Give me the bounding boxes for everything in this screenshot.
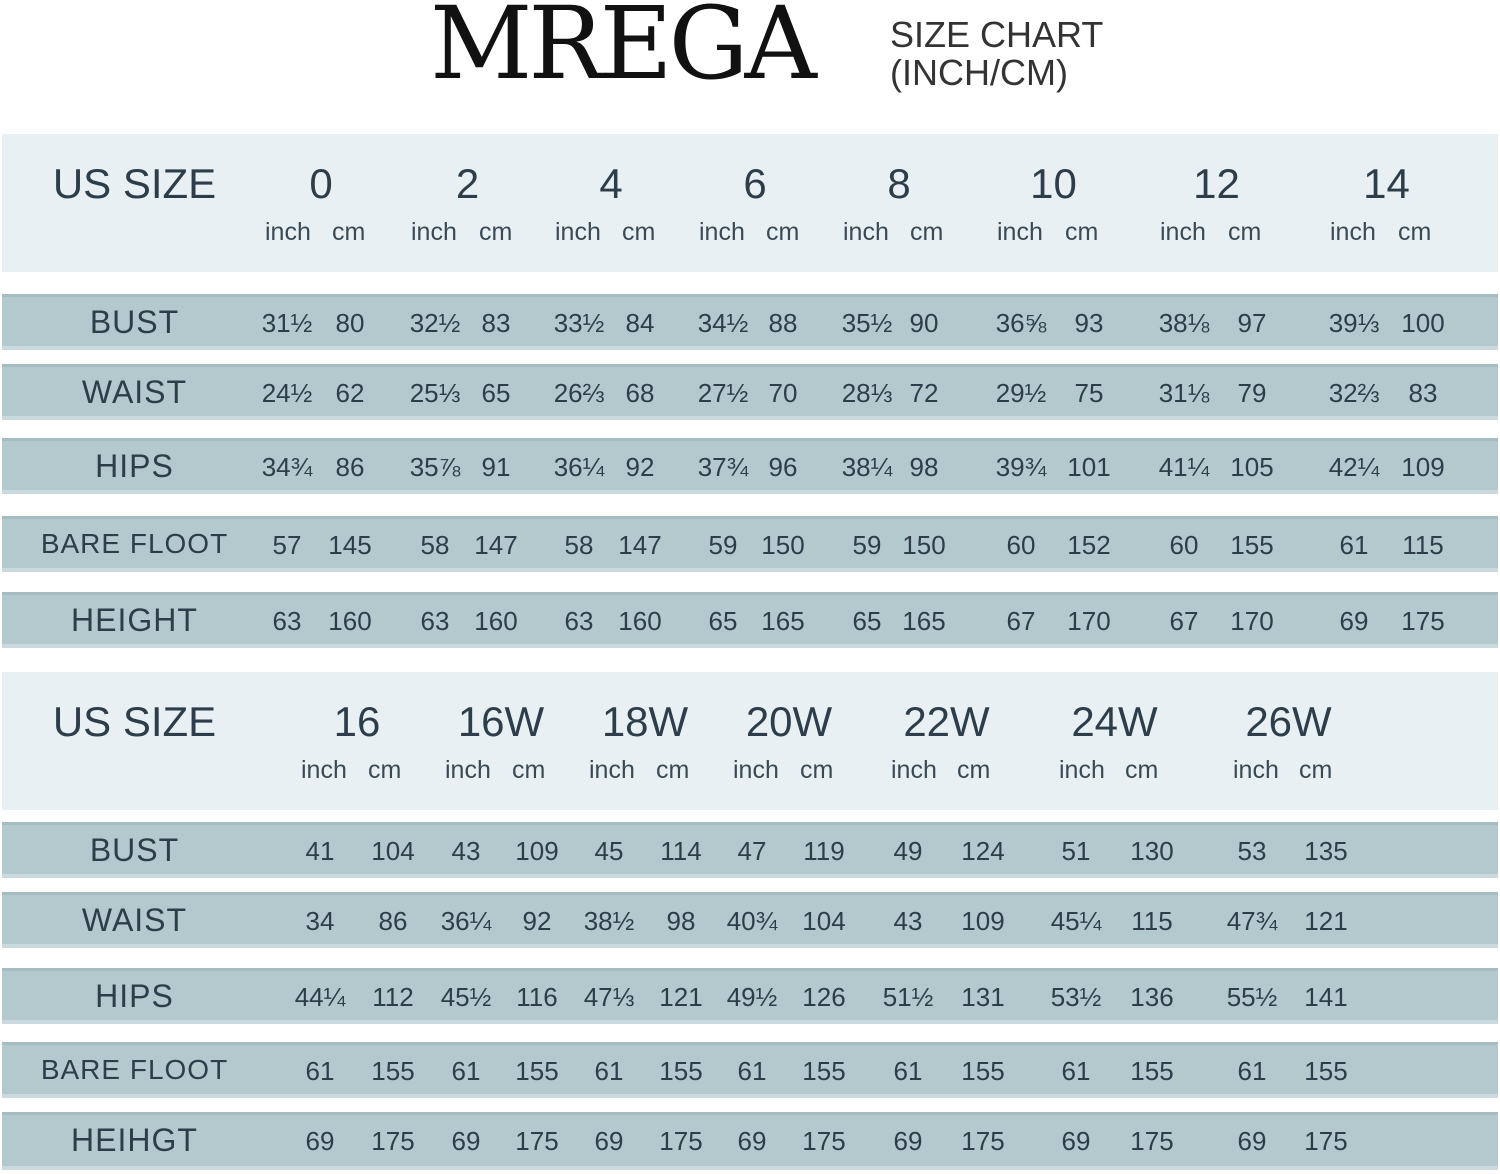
size-heading: 16W: [457, 698, 545, 745]
size-heading: 20W: [745, 698, 833, 745]
inch-value: 61: [305, 1056, 335, 1086]
inch-value: 34: [305, 906, 335, 936]
inch-value: 42¼: [1328, 452, 1380, 482]
cm-value: 170: [1230, 606, 1274, 636]
unit-inch-label: inch: [555, 218, 601, 246]
size-heading: 26W: [1245, 698, 1332, 745]
measurement-label: HIPS: [95, 978, 174, 1014]
inch-value: 45: [594, 836, 624, 866]
cm-value: 131: [961, 982, 1005, 1012]
measurement-label: HIPS: [95, 448, 174, 484]
cm-value: 114: [660, 836, 702, 866]
cm-value: 91: [481, 452, 511, 482]
inch-value: 53½: [1050, 982, 1102, 1012]
cm-value: 165: [902, 606, 946, 636]
inch-value: 61: [1061, 1056, 1091, 1086]
table1-row-hips: [2, 438, 1498, 494]
inch-value: 41: [305, 836, 335, 866]
cm-value: 79: [1237, 378, 1267, 408]
unit-cm-label: cm: [1398, 218, 1432, 246]
inch-value: 37¾: [697, 452, 749, 482]
cm-value: 175: [659, 1126, 703, 1156]
unit-cm-label: cm: [800, 756, 834, 784]
cm-value: 165: [761, 606, 805, 636]
unit-cm-label: cm: [1228, 218, 1262, 246]
cm-value: 150: [761, 530, 805, 560]
cm-value: 155: [961, 1056, 1005, 1086]
cm-value: 155: [659, 1056, 703, 1086]
us-size-label: US SIZE: [52, 698, 217, 745]
inch-value: 44¼: [294, 982, 346, 1012]
inch-value: 32⅔: [1328, 378, 1380, 408]
inch-value: 58: [420, 530, 450, 560]
table2-row-heihgt: [2, 1112, 1498, 1170]
cm-value: 121: [659, 982, 703, 1012]
measurement-label: BUST: [89, 832, 180, 868]
unit-inch-label: inch: [589, 756, 635, 784]
measurement-label: BUST: [89, 304, 180, 340]
inch-value: 61: [451, 1056, 481, 1086]
cm-value: 175: [371, 1126, 415, 1156]
unit-cm-label: cm: [766, 218, 800, 246]
inch-value: 35½: [841, 308, 893, 338]
inch-value: 61: [737, 1056, 767, 1086]
size-heading: 8: [887, 160, 911, 207]
inch-value: 31⅛: [1158, 378, 1210, 408]
inch-value: 35⅞: [409, 452, 461, 482]
cm-value: 98: [909, 452, 939, 482]
unit-cm-label: cm: [622, 218, 656, 246]
cm-value: 175: [515, 1126, 559, 1156]
table2-row-waist: [2, 892, 1498, 948]
cm-value: 84: [625, 308, 655, 338]
cm-value: 98: [666, 906, 696, 936]
table1-row-bare-floot: [2, 516, 1498, 572]
cm-value: 135: [1304, 836, 1348, 866]
inch-value: 45¼: [1050, 906, 1102, 936]
inch-value: 67: [1169, 606, 1199, 636]
cm-value: 96: [768, 452, 798, 482]
cm-value: 136: [1130, 982, 1174, 1012]
inch-value: 39⅓: [1328, 308, 1380, 338]
cm-value: 175: [961, 1126, 1005, 1156]
table1-row-bust: [2, 294, 1498, 350]
inch-value: 41¼: [1158, 452, 1210, 482]
unit-inch-label: inch: [1059, 756, 1105, 784]
inch-value: 38¼: [841, 452, 893, 482]
inch-value: 60: [1169, 530, 1199, 560]
cm-value: 160: [328, 606, 372, 636]
unit-inch-label: inch: [445, 756, 491, 784]
inch-value: 49½: [726, 982, 778, 1012]
inch-value: 24½: [261, 378, 313, 408]
inch-value: 36⅝: [995, 308, 1047, 338]
cm-value: 116: [516, 982, 558, 1012]
unit-cm-label: cm: [957, 756, 991, 784]
unit-inch-label: inch: [301, 756, 347, 784]
cm-value: 104: [371, 836, 415, 866]
cm-value: 109: [961, 906, 1005, 936]
inch-value: 49: [893, 836, 923, 866]
cm-value: 145: [328, 530, 372, 560]
unit-cm-label: cm: [656, 756, 690, 784]
inch-value: 26⅔: [553, 378, 605, 408]
inch-value: 34¾: [261, 452, 313, 482]
measurement-label: WAIST: [81, 902, 188, 938]
size-heading: 24W: [1071, 698, 1158, 745]
inch-value: 38½: [583, 906, 635, 936]
table2-row-bust: [2, 822, 1498, 878]
cm-value: 170: [1067, 606, 1111, 636]
cm-value: 175: [1304, 1126, 1348, 1156]
unit-inch-label: inch: [265, 218, 311, 246]
cm-value: 101: [1067, 452, 1111, 482]
cm-value: 119: [803, 836, 845, 866]
inch-value: 63: [564, 606, 594, 636]
cm-value: 155: [515, 1056, 559, 1086]
cm-value: 155: [1230, 530, 1274, 560]
table1-header: [2, 134, 1498, 272]
inch-value: 59: [708, 530, 738, 560]
size-heading: 2: [455, 160, 480, 207]
size-heading: 18W: [601, 698, 689, 745]
inch-value: 61: [893, 1056, 923, 1086]
cm-value: 75: [1074, 378, 1104, 408]
cm-value: 147: [474, 530, 518, 560]
cm-value: 104: [802, 906, 846, 936]
size-heading: 14: [1363, 160, 1410, 207]
inch-value: 55½: [1226, 982, 1278, 1012]
unit-cm-label: cm: [368, 756, 402, 784]
inch-value: 61: [594, 1056, 624, 1086]
cm-value: 155: [1304, 1056, 1348, 1086]
cm-value: 160: [618, 606, 662, 636]
table2-row-bare-floot: [2, 1042, 1498, 1098]
inch-value: 57: [272, 530, 302, 560]
cm-value: 80: [335, 308, 365, 338]
cm-value: 109: [1401, 452, 1445, 482]
unit-inch-label: inch: [891, 756, 937, 784]
cm-value: 90: [909, 308, 939, 338]
size-heading: 4: [599, 160, 623, 207]
inch-value: 45½: [440, 982, 492, 1012]
cm-value: 130: [1130, 836, 1174, 866]
unit-cm-label: cm: [332, 218, 366, 246]
unit-inch-label: inch: [699, 218, 745, 246]
inch-value: 47: [737, 836, 767, 866]
size-heading: 10: [1030, 160, 1077, 207]
inch-value: 63: [272, 606, 302, 636]
inch-value: 31½: [261, 308, 313, 338]
unit-cm-label: cm: [479, 218, 513, 246]
inch-value: 47¾: [1226, 906, 1278, 936]
measurement-label: HEIGHT: [71, 602, 198, 638]
cm-value: 160: [474, 606, 518, 636]
cm-value: 175: [802, 1126, 846, 1156]
inch-value: 61: [1237, 1056, 1267, 1086]
inch-value: 34½: [697, 308, 749, 338]
inch-value: 32½: [409, 308, 461, 338]
cm-value: 97: [1237, 308, 1267, 338]
size-heading: 16: [333, 698, 381, 745]
inch-value: 43: [893, 906, 923, 936]
unit-inch-label: inch: [1160, 218, 1206, 246]
unit-inch-label: inch: [997, 218, 1043, 246]
cm-value: 124: [961, 836, 1005, 866]
cm-value: 70: [768, 378, 798, 408]
cm-value: 112: [372, 982, 414, 1012]
table1-row-waist: [2, 364, 1498, 420]
inch-value: 60: [1006, 530, 1036, 560]
inch-value: 69: [1339, 606, 1369, 636]
inch-value: 33½: [553, 308, 605, 338]
cm-value: 86: [378, 906, 408, 936]
cm-value: 83: [1408, 378, 1438, 408]
unit-cm-label: cm: [1299, 756, 1333, 784]
subtitle-line-2: (INCH/CM): [890, 52, 1068, 93]
unit-cm-label: cm: [512, 756, 546, 784]
cm-value: 100: [1401, 308, 1445, 338]
measurement-label: BARE FLOOT: [40, 528, 229, 559]
us-size-label: US SIZE: [52, 160, 217, 207]
cm-value: 92: [522, 906, 552, 936]
cm-value: 86: [335, 452, 365, 482]
cm-value: 92: [625, 452, 655, 482]
cm-value: 72: [909, 378, 939, 408]
cm-value: 121: [1304, 906, 1348, 936]
cm-value: 88: [768, 308, 798, 338]
brand-logo: MREGA: [430, 0, 813, 102]
inch-value: 51½: [882, 982, 934, 1012]
cm-value: 115: [1131, 906, 1173, 936]
cm-value: 155: [802, 1056, 846, 1086]
cm-value: 83: [481, 308, 511, 338]
measurement-label: BARE FLOOT: [40, 1054, 229, 1085]
inch-value: 65: [852, 606, 882, 636]
unit-inch-label: inch: [1330, 218, 1376, 246]
inch-value: 28⅓: [841, 378, 893, 408]
inch-value: 38⅛: [1158, 308, 1210, 338]
inch-value: 65: [708, 606, 738, 636]
inch-value: 25⅓: [409, 378, 461, 408]
unit-inch-label: inch: [1233, 756, 1279, 784]
cm-value: 150: [902, 530, 946, 560]
size-heading: 22W: [903, 698, 990, 745]
subtitle-line-1: SIZE CHART: [890, 14, 1104, 55]
inch-value: 69: [737, 1126, 767, 1156]
unit-inch-label: inch: [411, 218, 457, 246]
inch-value: 67: [1006, 606, 1036, 636]
unit-inch-label: inch: [843, 218, 889, 246]
cm-value: 68: [625, 378, 655, 408]
cm-value: 147: [618, 530, 662, 560]
chart-subtitle: [890, 16, 1103, 92]
inch-value: 29½: [995, 378, 1047, 408]
unit-cm-label: cm: [1125, 756, 1159, 784]
inch-value: 36¼: [440, 906, 492, 936]
inch-value: 36¼: [553, 452, 605, 482]
cm-value: 175: [1130, 1126, 1174, 1156]
measurement-label: WAIST: [81, 374, 188, 410]
cm-value: 152: [1067, 530, 1111, 560]
cm-value: 115: [1402, 530, 1444, 560]
inch-value: 53: [1237, 836, 1267, 866]
inch-value: 69: [305, 1126, 335, 1156]
inch-value: 40¾: [726, 906, 778, 936]
size-heading: 12: [1193, 160, 1240, 207]
inch-value: 61: [1339, 530, 1369, 560]
size-heading: 0: [309, 160, 333, 207]
inch-value: 69: [1237, 1126, 1267, 1156]
inch-value: 69: [893, 1126, 923, 1156]
cm-value: 141: [1304, 982, 1348, 1012]
cm-value: 65: [481, 378, 511, 408]
table2-header: [2, 672, 1498, 810]
inch-value: 58: [564, 530, 594, 560]
cm-value: 155: [371, 1056, 415, 1086]
cm-value: 62: [335, 378, 365, 408]
cm-value: 109: [515, 836, 559, 866]
inch-value: 43: [451, 836, 481, 866]
inch-value: 63: [420, 606, 450, 636]
unit-cm-label: cm: [1065, 218, 1099, 246]
inch-value: 39¾: [995, 452, 1047, 482]
inch-value: 69: [594, 1126, 624, 1156]
cm-value: 175: [1401, 606, 1445, 636]
unit-inch-label: inch: [733, 756, 779, 784]
size-heading: 6: [743, 160, 767, 207]
inch-value: 51: [1061, 836, 1091, 866]
cm-value: 155: [1130, 1056, 1174, 1086]
inch-value: 47⅓: [583, 982, 635, 1012]
table1-row-height: [2, 592, 1498, 648]
inch-value: 69: [451, 1126, 481, 1156]
inch-value: 59: [852, 530, 882, 560]
cm-value: 126: [802, 982, 846, 1012]
cm-value: 105: [1230, 452, 1274, 482]
unit-cm-label: cm: [910, 218, 944, 246]
inch-value: 27½: [697, 378, 749, 408]
cm-value: 93: [1074, 308, 1104, 338]
inch-value: 69: [1061, 1126, 1091, 1156]
measurement-label: HEIHGT: [71, 1122, 198, 1158]
table2-row-hips: [2, 968, 1498, 1024]
